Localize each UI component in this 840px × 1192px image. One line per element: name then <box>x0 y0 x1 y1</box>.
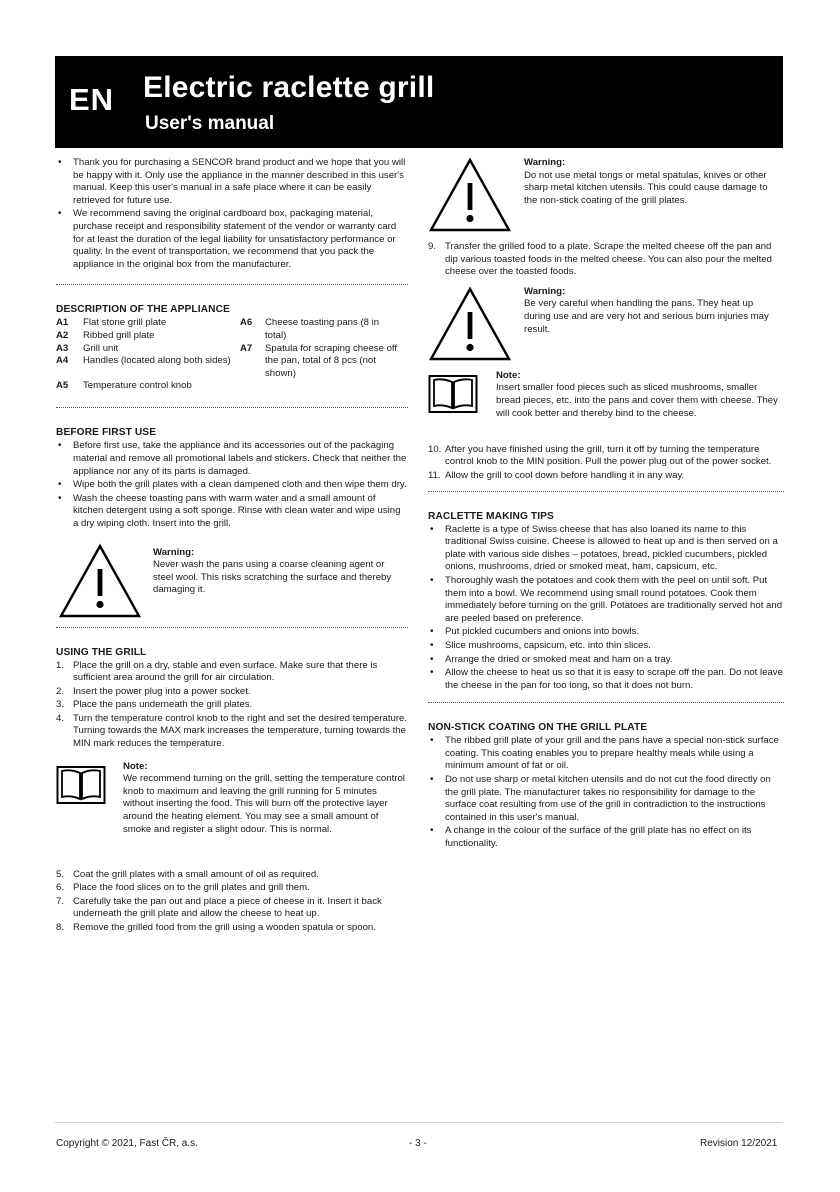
language-code: EN <box>69 82 115 117</box>
step-number: 9. <box>428 241 437 252</box>
section-divider <box>56 284 408 285</box>
book-icon <box>428 374 478 414</box>
warning-triangle-icon <box>428 157 512 233</box>
section-heading-before-first-use: BEFORE FIRST USE <box>56 427 157 439</box>
warning-text: Be very careful when handling the pans. They heat up during use and are very hot and serious burn injuries may result. <box>524 298 769 335</box>
warning-triangle-icon <box>428 286 512 362</box>
intro-paragraph: • We recommend saving the original cardboard box, packaging material, purchase receipt and responsibility statement of the vendor or warranty card for at least the duration of the legal liability for unsatisfactory performance or quality. In the event of transportation, we recommend that you pack the appliance in the original box from the manufacturer. <box>56 208 408 271</box>
step-text: Turn the temperature control knob to the right and set the desired temperature. Turning towards the MAX mark increases the temperature, turning towards the MIN mark reduces the temperature. <box>73 712 408 750</box>
right-column <box>428 157 784 852</box>
section-heading-using-grill: USING THE GRILL <box>56 646 147 658</box>
part-code: A5 <box>56 380 69 392</box>
step-number: 2. <box>56 685 65 697</box>
part-code: A7 <box>240 342 253 354</box>
numbered-step <box>428 444 784 469</box>
step-number: 10. <box>428 443 442 455</box>
part-label: Flat stone grill plate <box>83 317 167 329</box>
note-box <box>428 370 784 440</box>
step-number: 7. <box>56 895 65 907</box>
list-item: • Do not use sharp or metal kitchen utensils and do not cut the food directly on the grill plate. The manufacturer takes no responsibility for damage to the surface coat resulting from use of the grill in contradiction to the instructions contained in this user's manual. <box>428 774 784 824</box>
part-code: A6 <box>240 317 253 329</box>
list-item: • A change in the colour of the surface of the grill plate has no effect on its functionality. <box>428 825 784 850</box>
list-item: • Before first use, take the appliance and its accessories out of the packaging material and remove all promotional labels and stickers. Check that neither the appliance nor any of its parts is damaged. <box>56 440 408 478</box>
step-text: Carefully take the pan out and place a piece of cheese in it. Insert it back underneath the grill plate and allow the cheese to heat up. <box>73 895 382 920</box>
footer-divider <box>55 1122 783 1123</box>
warning-text: Do not use metal tongs or metal spatulas, knives or other sharp metal kitchen utensils. This could cause damage to the non-stick coating of the grill plates. <box>524 169 768 206</box>
header-banner <box>55 56 783 148</box>
section-divider <box>428 702 784 703</box>
numbered-step <box>56 713 408 751</box>
part-label: Cheese toasting pans (8 in total) <box>265 317 380 341</box>
list-item: • The ribbed grill plate of your grill and the pans have a special non-stick surface coating. This coating enables you to prepare healthy meals while using a minimum amount of fat or oil. <box>428 735 784 773</box>
step-text: Remove the grilled food from the grill using a wooden spatula or spoon. <box>73 922 376 934</box>
note-text: We recommend turning on the grill, setting the temperature control knob to maximum and leaving the grill running for 5 minutes without inserting the food. This will burn off the protective layer around the heating element. You may see a small amount of smoke and register a slight odour. This is normal. <box>123 773 405 835</box>
step-text: Place the pans underneath the grill plates. <box>73 699 253 711</box>
note-box <box>56 761 408 869</box>
footer-revision: Revision 12/2021 <box>700 1138 778 1149</box>
list-item: • Thoroughly wash the potatoes and cook them with the peel on until soft. Put them into a bowl. We recommend using small round potatoes. Cook them immediately before turning on the grill. Potatoes are traditionally served hot and are peeled based on preference. <box>428 575 784 625</box>
list-item: • Put pickled cucumbers and onions into bowls. <box>428 626 784 639</box>
step-number: 5. <box>56 868 65 880</box>
part-code: A1 <box>56 317 69 329</box>
warning-box <box>56 545 408 621</box>
part-label: Handles (located along both sides) <box>83 355 231 367</box>
part-code: A4 <box>56 355 69 367</box>
intro-section <box>56 157 408 271</box>
numbered-step <box>56 869 408 882</box>
step-number: 6. <box>56 882 65 894</box>
note-text: Insert smaller food pieces such as sliced mushrooms, smaller bread pieces, etc. into the pans and cover them with cheese. They will cook better and thereby bind to the cheese. <box>496 382 778 419</box>
numbered-step <box>56 699 408 712</box>
list-item: • Wipe both the grill plates with a clean dampened cloth and then wipe them dry. <box>56 479 408 492</box>
numbered-step <box>56 896 408 921</box>
book-icon <box>56 765 106 805</box>
part-label: Spatula for scraping cheese off the pan, total of 8 pcs (not shown) <box>265 342 398 379</box>
part-code: A3 <box>56 342 69 354</box>
intro-paragraph: • Thank you for purchasing a SENCOR brand product and we hope that you will be happy with it. Only use the appliance in the manner described in this user's manual. Keep this user's manual in a safe place where it can be easily retrieved for future use. <box>56 157 408 207</box>
step-number: 4. <box>56 712 65 724</box>
numbered-step <box>428 241 784 279</box>
section-divider <box>428 491 784 492</box>
numbered-step <box>428 470 784 483</box>
step-text: Insert the power plug into a power socket. <box>73 685 251 697</box>
part-label: Grill unit <box>83 342 119 354</box>
section-divider <box>56 627 408 628</box>
step-text: Transfer the grilled food to a plate. Scrape the melted cheese off the pan and dip various toasted foods in the melted cheese. You can also pour the melted cheese over the toasted foods. <box>445 241 772 278</box>
step-text: Allow the grill to cool down before handling it in any way. <box>445 469 685 481</box>
numbered-step <box>56 686 408 699</box>
step-text: Place the food slices on to the grill plates and grill them. <box>73 882 310 894</box>
warning-triangle-icon <box>58 543 142 619</box>
numbered-step <box>56 882 408 895</box>
step-text: After you have finished using the grill, turn it off by turning the temperature control knob to the MIN position. Pull the power plug out of the power socket. <box>445 443 772 468</box>
section-heading-raclette-tips: RACLETTE MAKING TIPS <box>428 510 554 522</box>
part-code: A2 <box>56 329 69 341</box>
step-number: 3. <box>56 699 65 711</box>
step-number: 8. <box>56 922 65 934</box>
warning-title: Warning: <box>524 285 566 297</box>
part-label: Ribbed grill plate <box>83 329 155 341</box>
step-text: Place the grill on a dry, stable and even surface. Make sure that there is sufficient area around the grill for air circulation. <box>73 659 378 684</box>
note-title: Note: <box>496 369 521 381</box>
part-label: Temperature control knob <box>83 380 192 392</box>
warning-text: Never wash the pans using a coarse cleaning agent or steel wool. This risks scratching the surface and thereby damaging it. <box>153 559 392 596</box>
footer-copyright: Copyright © 2021, Fast ČR, a.s. <box>56 1138 198 1149</box>
warning-box <box>428 286 784 366</box>
step-number: 1. <box>56 659 65 671</box>
parts-list <box>56 317 408 407</box>
warning-box <box>428 157 784 239</box>
list-item: • Raclette is a type of Swiss cheese that has also loaned its name to this traditional Swiss cuisine. Cheese is allowed to heat up and is then served on a plate with various side dishes – potatoes, bread, pickled cucumbers, pickled onions, mushrooms, dried or smoked meat, ham, capsicum, etc. <box>428 524 784 574</box>
list-item: • Allow the cheese to heat us so that it is easy to scrape off the pan. Do not leave the cheese in the pan for too long, so that it does not burn. <box>428 667 784 692</box>
section-heading-description: DESCRIPTION OF THE APPLIANCE <box>56 304 230 316</box>
numbered-step <box>56 922 408 935</box>
warning-title: Warning: <box>524 157 566 168</box>
list-item: • Slice mushrooms, capsicum, etc. into thin slices. <box>428 640 784 653</box>
note-title: Note: <box>123 760 148 772</box>
document-subtitle: User's manual <box>145 113 275 134</box>
numbered-step <box>56 660 408 685</box>
document-title: Electric raclette grill <box>143 71 435 104</box>
left-column <box>56 157 408 936</box>
step-number: 11. <box>428 469 441 481</box>
section-heading-non-stick: NON-STICK COATING ON THE GRILL PLATE <box>428 722 648 734</box>
section-divider <box>56 407 408 408</box>
list-item: • Arrange the dried or smoked meat and ham on a tray. <box>428 654 784 667</box>
step-text: Coat the grill plates with a small amount of oil as required. <box>73 868 319 880</box>
warning-title: Warning: <box>153 546 195 558</box>
footer-page-number: - 3 - <box>409 1138 427 1149</box>
list-item: • Wash the cheese toasting pans with warm water and a small amount of kitchen detergent using a soft sponge. Rinse with clean water and wipe using a dry wiping cloth. Insert into the grill. <box>56 493 408 531</box>
